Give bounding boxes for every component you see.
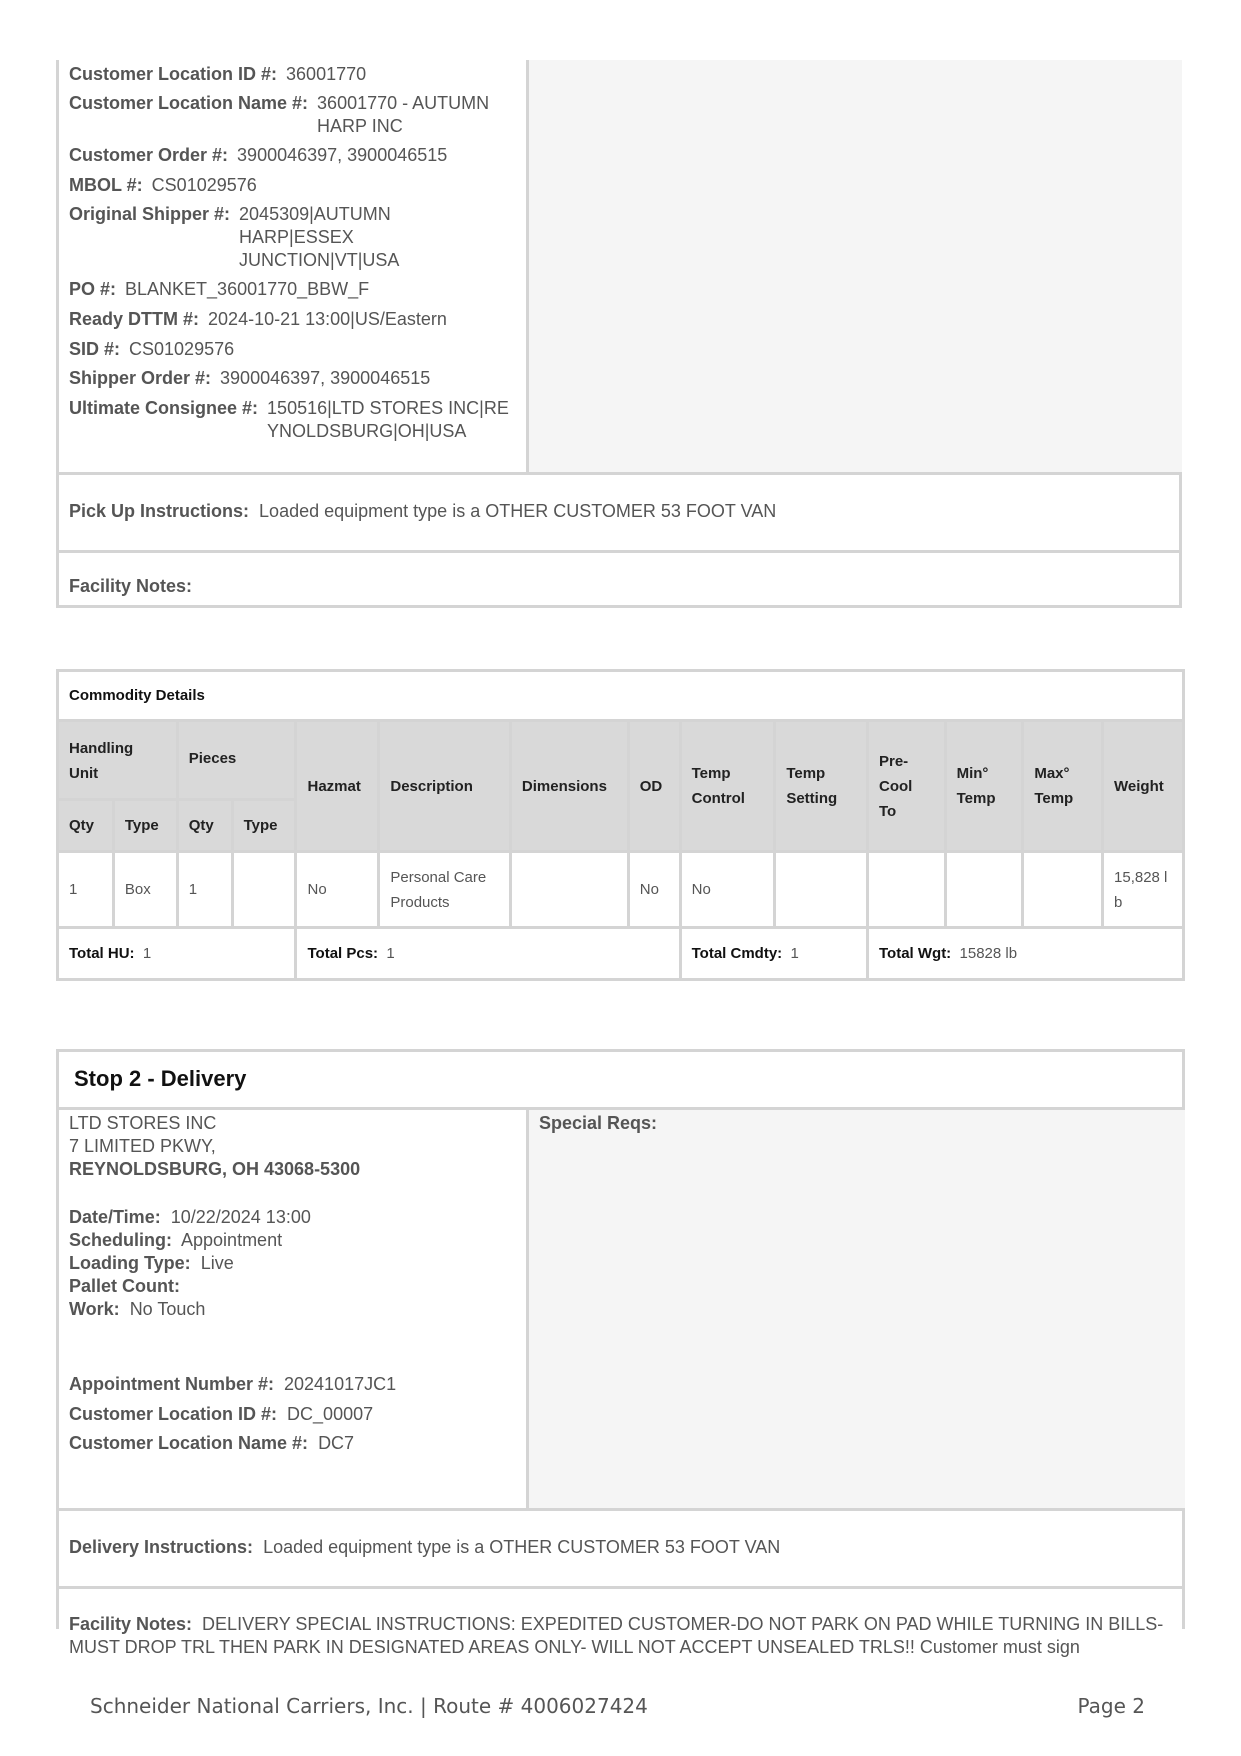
header-precool: Pre-Cool To [867, 721, 945, 852]
stop2-title: Stop 2 - Delivery [74, 1066, 247, 1091]
ref-label: Original Shipper #: [69, 204, 231, 224]
cell-od: No [628, 852, 680, 928]
ref-row [69, 203, 414, 272]
total-hu: Total HU: 1 [58, 928, 296, 980]
header-pc-type: Type [232, 800, 296, 852]
stop2-facility-notes-row [59, 1586, 1182, 1657]
cell-min-temp [945, 852, 1023, 928]
header-weight: Weight [1103, 721, 1184, 852]
cell-description: Personal Care Products [379, 852, 511, 928]
ref-value: 3900046397, 3900046515 [220, 368, 431, 388]
header-hu-qty: Qty [58, 800, 114, 852]
ref-label: MBOL #: [69, 175, 143, 195]
facility-notes-row [59, 550, 1179, 605]
delivery-instructions-value: Loaded equipment type is a OTHER CUSTOMER 53 FOOT VAN [263, 1537, 781, 1557]
stop2-facility-notes-value: DELIVERY SPECIAL INSTRUCTIONS: EXPEDITED CUSTOMER-DO NOT PARK ON PAD WHILE TURNING IN BILLS-MUST DROP TRL THEN PARK IN DESIGNATED AREAS ONLY- WILL NOT ACCEPT UNSEALED TRLS!! Customer must sign [69, 1614, 1164, 1657]
page-number: Page 2 [1077, 1694, 1145, 1718]
commodity-table [56, 669, 1185, 981]
ref-row [69, 144, 447, 167]
pickup-instructions-label: Pick Up Instructions: [69, 501, 250, 521]
cell-hazmat: No [296, 852, 379, 928]
cell-precool [867, 852, 945, 928]
cell-temp-setting [775, 852, 868, 928]
ref-row [69, 278, 369, 301]
customer-location-id-row: Customer Location ID #: DC_00007 [69, 1404, 374, 1424]
appointment-number-row: Appointment Number #: 20241017JC1 [69, 1374, 397, 1394]
stop2-facility-notes-label: Facility Notes: [69, 1614, 193, 1634]
ref-row [69, 174, 257, 197]
commodity-row [58, 852, 1184, 928]
loading-type-row: Loading Type: Live [69, 1253, 234, 1273]
ref-label: Shipper Order #: [69, 368, 212, 388]
cell-weight: 15,828 lb [1103, 852, 1184, 928]
header-pieces: Pieces [177, 721, 296, 800]
ref-label: Customer Location ID #: [69, 64, 278, 84]
header-handling-unit: Handling Unit [58, 721, 178, 800]
ref-value: 150516|LTD STORES INC|REYNOLDSBURG|OH|USA [267, 398, 509, 441]
stop1-right-panel [526, 60, 1182, 472]
ref-label: PO #: [69, 279, 117, 299]
ref-label: Ready DTTM #: [69, 309, 200, 329]
ref-label: SID #: [69, 339, 121, 359]
ref-value: 3900046397, 3900046515 [237, 145, 448, 165]
address-street: 7 LIMITED PKWY, [69, 1136, 216, 1156]
ref-row [69, 308, 447, 331]
pickup-instructions-value: Loaded equipment type is a OTHER CUSTOMER 53 FOOT VAN [259, 501, 777, 521]
header-temp-setting: Temp Setting [775, 721, 868, 852]
header-dimensions: Dimensions [510, 721, 628, 852]
ref-value: CS01029576 [151, 175, 257, 195]
ref-value: 2024-10-21 13:00|US/Eastern [208, 309, 447, 329]
ref-row [69, 338, 234, 361]
stop2-details [59, 1110, 526, 1508]
ref-label: Customer Location Name #: [69, 93, 309, 113]
header-pc-qty: Qty [177, 800, 232, 852]
pickup-instructions-row [59, 472, 1179, 553]
cell-pc-qty: 1 [177, 852, 232, 928]
footer-left: Schneider National Carriers, Inc. | Route # 4006027424 [90, 1694, 648, 1718]
ref-value: 36001770 [286, 64, 367, 84]
delivery-instructions-row [59, 1508, 1182, 1589]
ref-label: Customer Order #: [69, 145, 229, 165]
cell-hu-qty: 1 [58, 852, 114, 928]
ref-row [69, 397, 512, 443]
scheduling-row: Scheduling: Appointment [69, 1230, 283, 1250]
header-od: OD [628, 721, 680, 852]
work-row: Work: No Touch [69, 1299, 206, 1319]
ref-value: 2045309|AUTUMN HARP|ESSEX JUNCTION|VT|USA [239, 204, 400, 270]
ref-row [69, 367, 430, 390]
commodity-details [56, 669, 1185, 987]
ref-value: BLANKET_36001770_BBW_F [125, 279, 370, 299]
customer-location-name-row: Customer Location Name #: DC7 [69, 1433, 355, 1453]
total-pcs: Total Pcs: 1 [296, 928, 680, 980]
header-min-temp: Min° Temp [945, 721, 1023, 852]
datetime-row: Date/Time: 10/22/2024 13:00 [69, 1207, 311, 1227]
address-name: LTD STORES INC [69, 1113, 217, 1133]
ref-label: Ultimate Consignee #: [69, 398, 259, 418]
totals-row [58, 928, 1184, 980]
cell-pc-type [232, 852, 296, 928]
header-max-temp: Max° Temp [1023, 721, 1103, 852]
stop1-references [59, 60, 526, 472]
header-temp-control: Temp Control [680, 721, 775, 852]
ref-row [69, 63, 366, 86]
special-reqs-panel [526, 1110, 1185, 1508]
cell-temp-control: No [680, 852, 775, 928]
facility-notes-label: Facility Notes: [69, 576, 193, 596]
stop2-header [59, 1052, 1182, 1110]
cell-hu-type: Box [113, 852, 177, 928]
header-description: Description [379, 721, 511, 852]
header-hu-type: Type [113, 800, 177, 852]
ref-value: 36001770 - AUTUMN HARP INC [317, 93, 490, 136]
special-reqs-label: Special Reqs: [539, 1113, 658, 1133]
total-wgt: Total Wgt: 15828 lb [867, 928, 1183, 980]
cell-max-temp [1023, 852, 1103, 928]
ref-row [69, 92, 507, 138]
commodity-title: Commodity Details [58, 671, 1184, 721]
cell-dimensions [510, 852, 628, 928]
delivery-instructions-label: Delivery Instructions: [69, 1537, 254, 1557]
stop1-section [56, 60, 1182, 608]
stop2-section [56, 1049, 1185, 1657]
header-hazmat: Hazmat [296, 721, 379, 852]
total-cmdty: Total Cmdty: 1 [680, 928, 867, 980]
pallet-count-row: Pallet Count: [69, 1276, 180, 1296]
address-city: REYNOLDSBURG, OH 43068-5300 [69, 1159, 361, 1179]
ref-value: CS01029576 [129, 339, 235, 359]
